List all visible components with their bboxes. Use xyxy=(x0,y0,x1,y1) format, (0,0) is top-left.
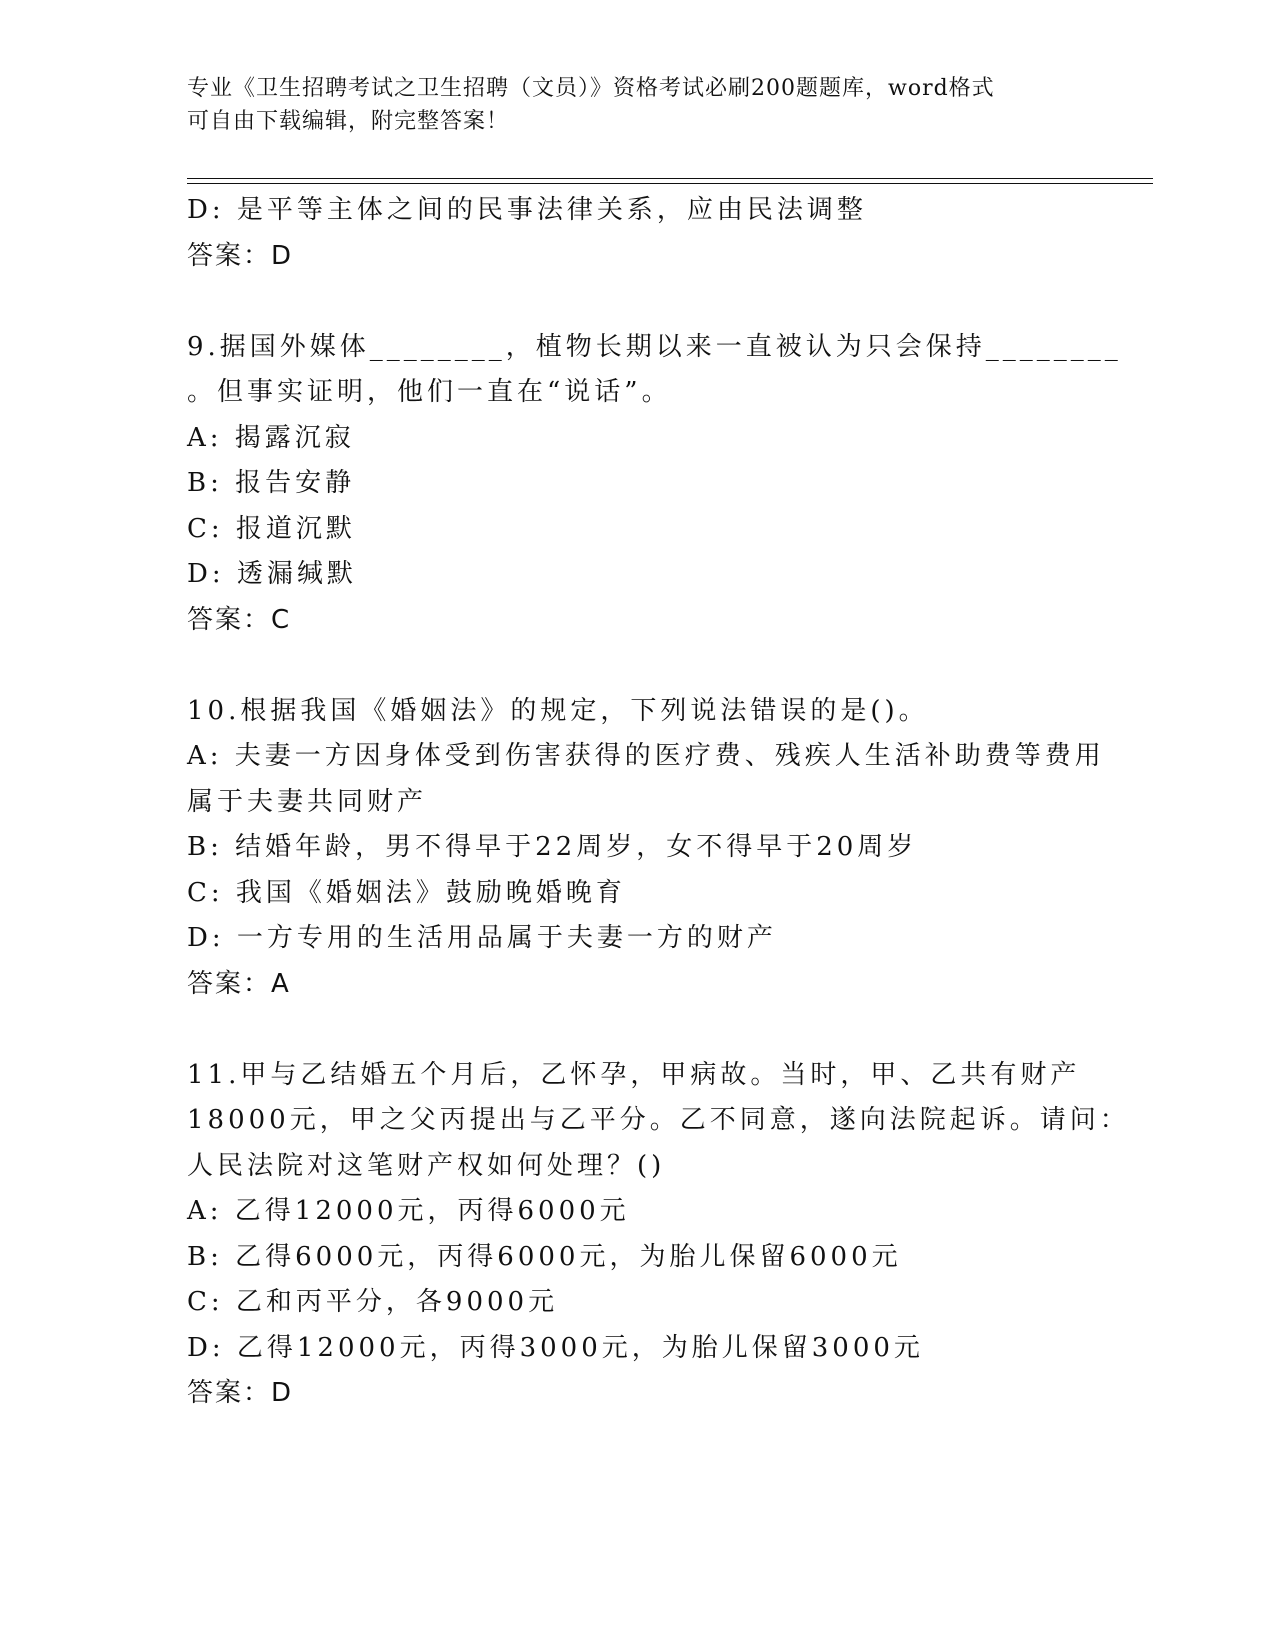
option-c: C: 我国《婚姻法》鼓励晚婚晚育 xyxy=(187,877,626,908)
question-stem: 。但事实证明，他们一直在“说话”。 xyxy=(187,377,672,407)
option-d: D: 一方专用的生活用品属于夫妻一方的财产 xyxy=(187,923,777,953)
option-c: C: 乙和丙平分，各9000元 xyxy=(187,1287,559,1317)
answer: 答案：A xyxy=(187,968,291,999)
header-rule-bottom xyxy=(187,183,1153,184)
spacer xyxy=(187,643,1117,689)
question-stem: 18000元，甲之父丙提出与乙平分。乙不同意，遂向法院起诉。请问： xyxy=(187,1105,1130,1135)
option-a: A: 乙得12000元，丙得6000元 xyxy=(187,1196,630,1226)
answer: 答案：C xyxy=(187,604,292,635)
answer: 答案：D xyxy=(187,240,294,271)
option-b: B: 结婚年龄，男不得早于22周岁，女不得早于20周岁 xyxy=(187,832,918,862)
page-header xyxy=(187,72,1087,138)
option-c: C: 报道沉默 xyxy=(187,513,356,544)
question-stem: 9.据国外媒体________，植物长期以来一直被认为只会保持________ xyxy=(187,331,1122,362)
question-stem: 人民法院对这笔财产权如何处理？() xyxy=(187,1150,666,1181)
header-line-2: 可自由下载编辑，附完整答案！ xyxy=(187,109,510,134)
question-11 xyxy=(187,1053,1130,1417)
spacer xyxy=(187,279,1117,325)
option-a-continued: 属于夫妻共同财产 xyxy=(187,786,428,817)
option-d: D: 透漏缄默 xyxy=(187,559,357,589)
option-d: D: 乙得12000元，丙得3000元，为胎儿保留3000元 xyxy=(187,1332,924,1363)
option-a: A: 揭露沉寂 xyxy=(187,422,355,453)
question-9 xyxy=(187,325,1122,644)
question-stem: 10.根据我国《婚姻法》的规定，下列说法错误的是()。 xyxy=(187,695,929,726)
option-b: B: 报告安静 xyxy=(187,468,356,498)
answer: 答案：D xyxy=(187,1378,294,1408)
header-line-1: 专业《卫生招聘考试之卫生招聘（文员）》资格考试必刷200题题库，word格式 xyxy=(187,76,995,101)
question-content xyxy=(187,188,1130,1417)
spacer xyxy=(187,1007,1117,1053)
option-d: D: 是平等主体之间的民事法律关系，应由民法调整 xyxy=(187,195,867,225)
question-stem: 11.甲与乙结婚五个月后，乙怀孕，甲病故。当时，甲、乙共有财产 xyxy=(187,1059,1081,1090)
header-rule-top xyxy=(187,178,1153,179)
option-b: B: 乙得6000元，丙得6000元，为胎儿保留6000元 xyxy=(187,1241,902,1272)
option-a: A: 夫妻一方因身体受到伤害获得的医疗费、残疾人生活补助费等费用 xyxy=(187,741,1105,771)
question-10 xyxy=(187,689,1117,1008)
